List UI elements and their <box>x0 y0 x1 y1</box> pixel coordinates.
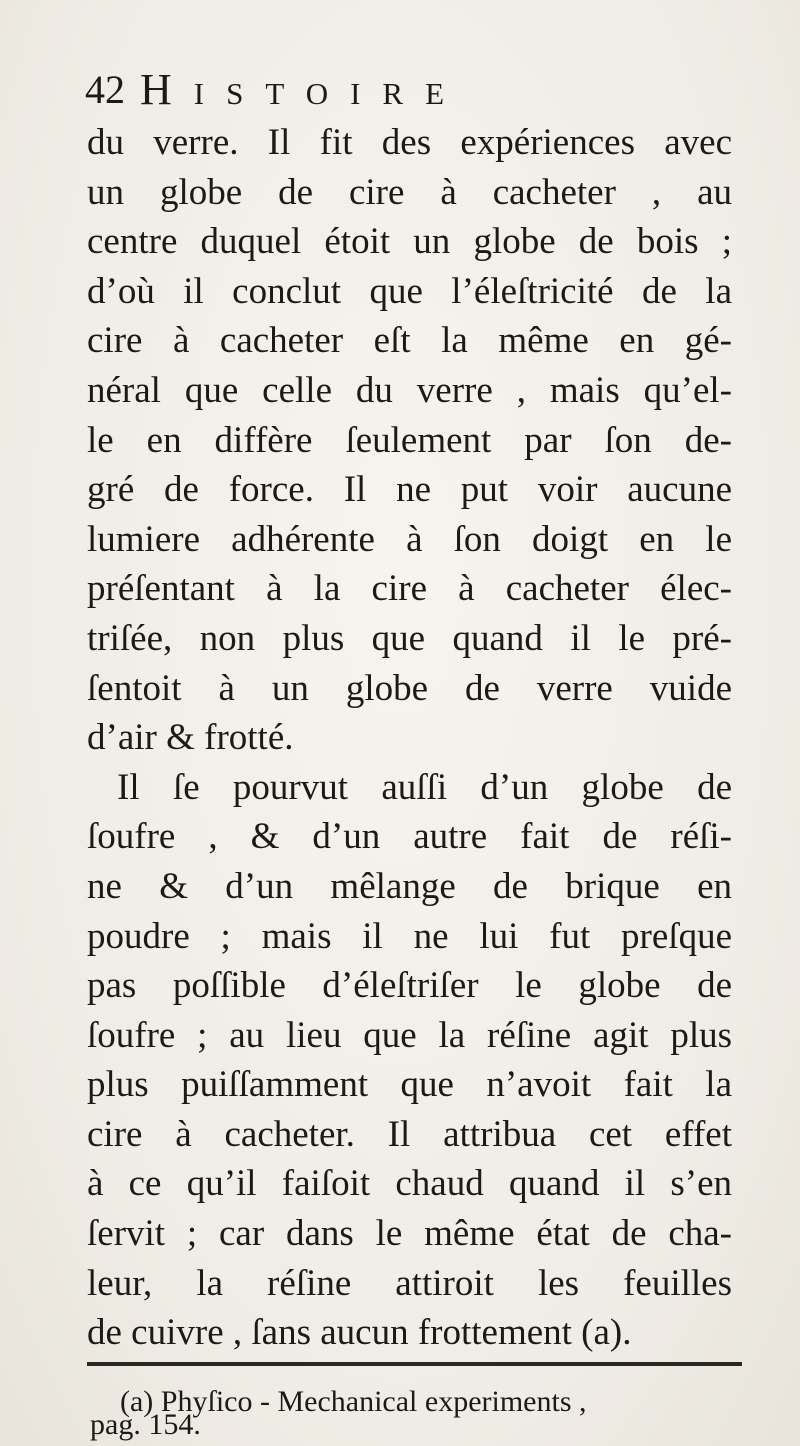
text-line: triſée, non plus que quand il le pré- <box>87 617 732 659</box>
text-line: pas poſſible d’éleſtriſer le globe de <box>87 965 732 1007</box>
text-line: ſervit ; car dans le même état de cha- <box>87 1213 732 1255</box>
text-line: leur, la réſine attiroit les feuilles <box>87 1262 732 1304</box>
text-line: cire à cacheter. Il attribua cet effet <box>87 1113 732 1155</box>
text-line: ne & d’un mêlange de brique en <box>87 865 732 907</box>
text-line: néral que celle du verre , mais qu’el- <box>87 369 732 411</box>
footnote-line-1: (a) Phyſico - Mechanical experiments , <box>120 1385 587 1418</box>
text-line: de cuivre , ſans aucun frottement (a). <box>87 1312 632 1354</box>
text-line: centre duquel étoit un globe de bois ; <box>87 221 732 263</box>
text-line: Il ſe pourvut auſſi d’un globe de <box>117 766 732 808</box>
running-head: Histoire <box>140 65 467 114</box>
body-text <box>87 118 732 1358</box>
page-header <box>85 60 725 120</box>
text-line: d’air & frotté. <box>87 717 294 759</box>
text-line: plus puiſſamment que n’avoit fait la <box>87 1064 732 1106</box>
text-line: lumiere adhérente à ſon doigt en le <box>87 518 732 560</box>
text-line: préſentant à la cire à cacheter élec- <box>87 568 732 610</box>
text-line: d’où il conclut que l’éleſtricité de la <box>87 270 732 312</box>
text-line: cire à cacheter eſt la même en gé- <box>87 320 732 362</box>
text-line: un globe de cire à cacheter , au <box>87 171 732 213</box>
page-number: 42 <box>85 67 125 112</box>
text-line: poudre ; mais il ne lui fut preſque <box>87 915 732 957</box>
text-line: à ce qu’il faiſoit chaud quand il s’en <box>87 1163 732 1205</box>
text-line: ſoufre , & d’un autre fait de réſi- <box>87 816 732 858</box>
footnote-rule <box>87 1362 742 1366</box>
text-line: gré de force. Il ne put voir aucune <box>87 469 732 511</box>
text-line: du verre. Il fit des expériences avec <box>87 122 732 163</box>
text-line: ſentoit à un globe de verre vuide <box>87 667 732 709</box>
text-line: ſoufre ; au lieu que la réſine agit plus <box>87 1014 732 1056</box>
text-line: le en diffère ſeulement par ſon de- <box>87 419 732 461</box>
footnote-line-2: pag. 154. <box>90 1408 201 1441</box>
